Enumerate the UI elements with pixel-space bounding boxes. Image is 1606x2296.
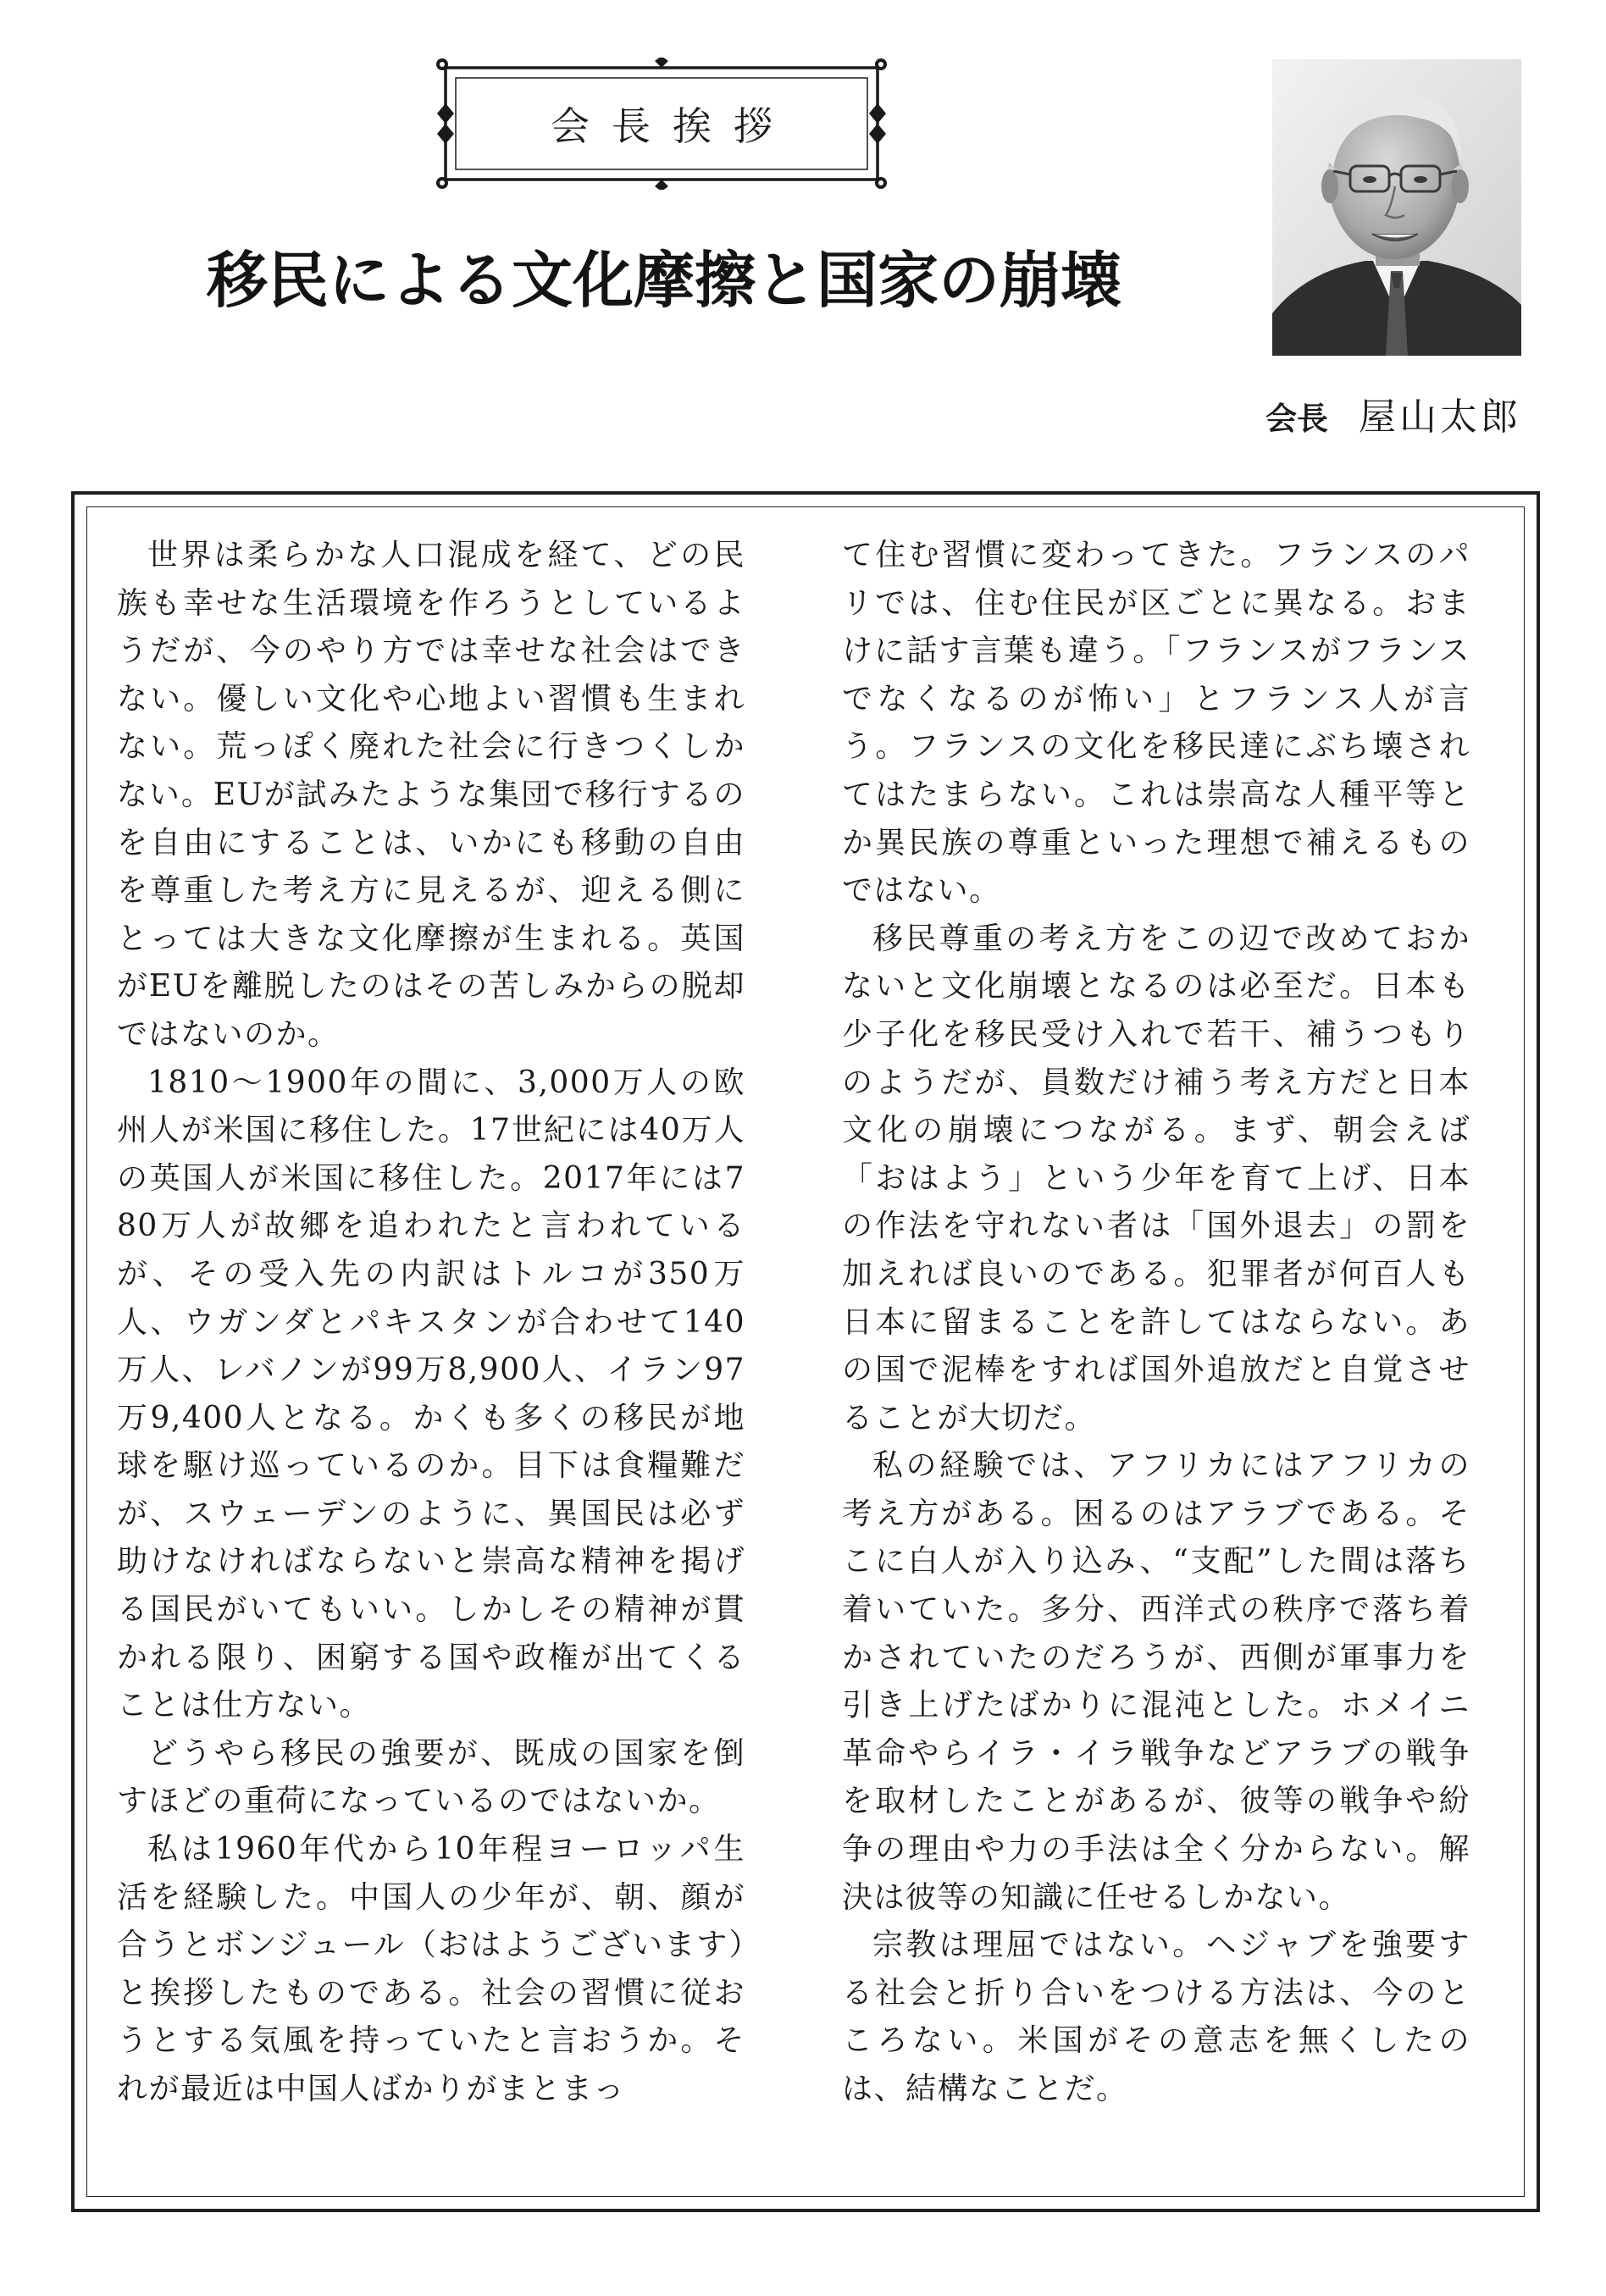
article-column-right <box>842 532 1470 2114</box>
author-role: 会長 <box>1265 401 1328 437</box>
paragraph-continuation: て住む習慣に変わってきた。フランスのパリでは、住む住民が区ごとに異なる。おまけに話す言葉も違う。「フランスがフランスでなくなるのが怖い」とフランス人が言う。フランスの文化を移民達にぶち壊されてはたまらない。これは崇高な人種平等とか異民族の尊重といった理想で補えるものではない。 <box>842 538 1470 909</box>
paragraph: 私は1960年代から10年程ヨーロッパ生活を経験した。中国人の少年が、朝、顔が合うとボンジュール（おはようございます）と挨拶したものである。社会の習慣に従おうとする気風を持っていたと言おうか。それが最近は中国人ばかりがまとまっ <box>117 1832 745 2106</box>
section-label-frame <box>434 58 889 190</box>
paragraph: 私の経験では、アフリカにはアフリカの考え方がある。困るのはアラブである。そこに白人が入り込み、“支配”した間は落ち着いていた。多分、西洋式の秩序で落ち着かされていたのだろうが、西側が軍事力を引き上げたばかりに混沌とした。ホメイニ革命やらイラ・イラ戦争などアラブの戦争を取材したことがあるが、彼等の戦争や紛争の理由や力の手法は全く分からない。解決は彼等の知識に任せるしかない。 <box>842 1448 1470 1915</box>
byline <box>1265 386 1521 440</box>
paragraph: 1810〜1900年の間に、3,000万人の欧州人が米国に移住した。17世紀には40万人の英国人が米国に移住した。2017年には780万人が故郷を追われたと言われているが、その受入先の内訳はトルコが350万人、ウガンダとパキスタンが合わせて140万人、レバノンが99万8,900人、イラン97万9,400人となる。かくも多くの移民が地球を駆け巡っているのか。目下は食糧難だが、スウェーデンのように、異国民は必ず助けなければならないと崇高な精神を掲げる国民がいてもいい。しかしその精神が貫かれる限り、困窮する国や政権が出てくることは仕方ない。 <box>117 1065 745 1723</box>
portrait-photo <box>1272 59 1521 356</box>
portrait-icon <box>1272 59 1521 356</box>
article-column-left <box>117 532 745 2114</box>
paragraph: 移民尊重の考え方をこの辺で改めておかないと文化崩壊となるのは必至だ。日本も少子化を移民受け入れで若干、補うつもりのようだが、員数だけ補う考え方だと日本文化の崩壊につながる。まず、朝会えば「おはよう」という少年を育て上げ、日本の作法を守れない者は「国外退去」の罰を加えれば良いのである。犯罪者が何百人も日本に留まることを許してはならない。あの国で泥棒をすれば国外追放だと自覚させることが大切だ。 <box>842 921 1470 1436</box>
paragraph: 宗教は理屈ではない。ヘジャブを強要する社会と折り合いをつける方法は、今のところない。米国がその意志を無くしたのは、結構なことだ。 <box>842 1928 1470 2106</box>
paragraph: 世界は柔らかな人口混成を経て、どの民族も幸せな生活環境を作ろうとしているようだが、今のやり方では幸せな社会はできない。優しい文化や心地よい習慣も生まれない。荒っぽく廃れた社会に行きつくしかない。EUが試みたような集団で移行するのを自由にすることは、いかにも移動の自由を尊重した考え方に見えるが、迎える側にとっては大きな文化摩擦が生まれる。英国がEUを離脱したのはその苦しみからの脱却ではないのか。 <box>117 538 745 1052</box>
paragraph: どうやら移民の強要が、既成の国家を倒すほどの重荷になっているのではないか。 <box>117 1735 745 1819</box>
section-label: 会長挨拶 <box>551 103 795 149</box>
article-headline: 移民による文化摩擦と国家の崩壊 <box>207 244 1122 316</box>
author-name: 屋山太郎 <box>1359 396 1521 439</box>
